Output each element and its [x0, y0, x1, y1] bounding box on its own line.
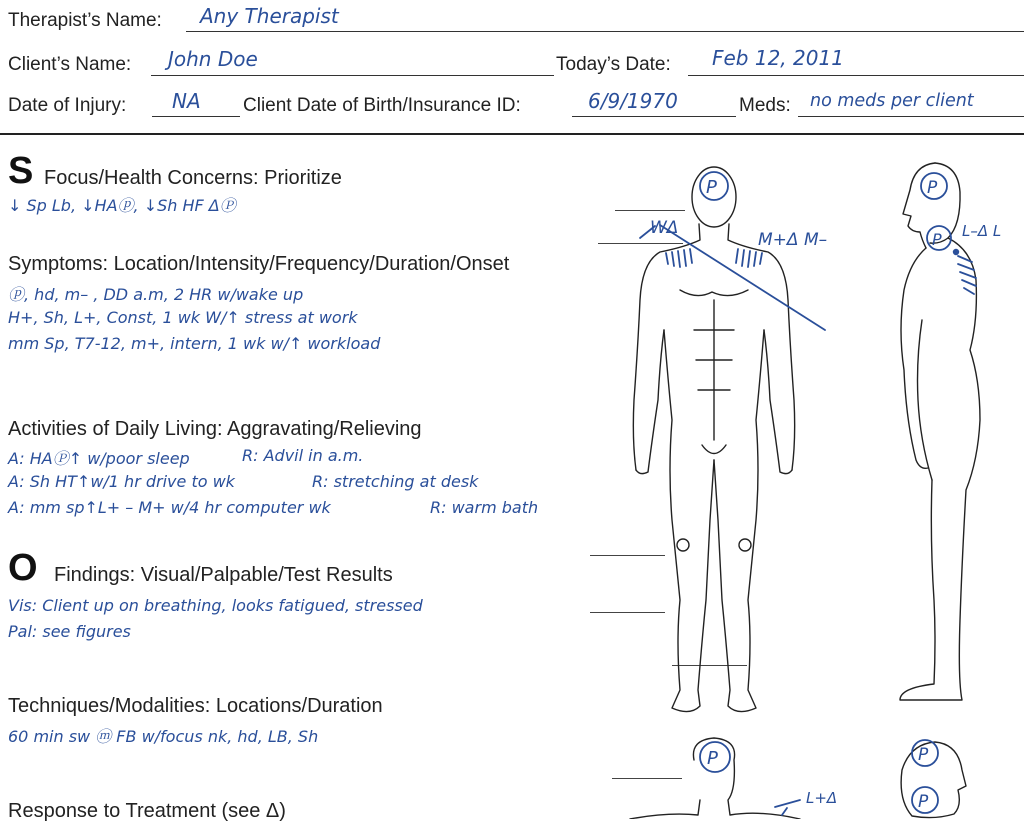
bottom-side-figure — [901, 742, 966, 818]
bottom-front-head-mark: P — [707, 748, 718, 769]
meds-label: Meds: — [739, 95, 791, 116]
findings-heading: Findings: Visual/Palpable/Test Results — [54, 564, 393, 586]
bottom-side-head-bottom-mark: P — [918, 792, 929, 812]
right-shoulder-mark: M+Δ M– — [758, 230, 828, 250]
annotation-stroke — [775, 800, 800, 815]
hatch-side-neck — [958, 256, 976, 294]
symptoms-heading: Symptoms: Location/Intensity/Frequency/Duration/Onset — [8, 253, 510, 275]
adl-aggravating-3[interactable]: A: mm sp↑L+ – M+ w/4 hr computer wk — [8, 498, 331, 517]
findings-note-1[interactable]: Vis: Client up on breathing, looks fatigued, stressed — [8, 596, 423, 615]
adl-aggravating-2[interactable]: A: Sh HT↑w/1 hr drive to wk — [8, 472, 235, 491]
side-neck-dot — [953, 249, 959, 255]
client-value[interactable]: John Doe — [168, 47, 258, 71]
todays-date-label: Today’s Date: — [556, 54, 671, 75]
injury-label: Date of Injury: — [8, 95, 127, 116]
adl-heading: Activities of Daily Living: Aggravating/Relieving — [8, 418, 422, 440]
findings-note-2[interactable]: Pal: see figures — [8, 622, 131, 641]
response-heading: Response to Treatment (see Δ) — [8, 800, 286, 822]
hatch-right-shoulder — [736, 249, 762, 267]
bottom-side-head-top-mark: P — [918, 745, 929, 765]
symptoms-note-3[interactable]: mm Sp, T7-12, m+, intern, 1 wk w/↑ workload — [8, 334, 381, 353]
adl-aggravating-1[interactable]: A: HAⓅ↑ w/poor sleep — [8, 449, 190, 468]
focus-note[interactable]: ↓ Sp Lb, ↓HAⓟ, ↓Sh HF ΔⓅ — [8, 196, 236, 215]
techniques-note[interactable]: 60 min sw ⓜ FB w/focus nk, hd, LB, Sh — [8, 727, 319, 746]
therapist-value[interactable]: Any Therapist — [200, 4, 339, 28]
focus-heading: Focus/Health Concerns: Prioritize — [44, 167, 342, 189]
bottom-note-mark: L+Δ — [806, 789, 838, 807]
side-note-mark: L–Δ L — [962, 222, 1002, 240]
therapist-label: Therapist’s Name: — [8, 10, 162, 31]
side-neck-mark: P — [932, 230, 942, 249]
objective-letter: O — [8, 547, 38, 589]
symptoms-note-2[interactable]: H+, Sh, L+, Const, 1 wk W/↑ stress at work — [8, 308, 358, 327]
client-label: Client’s Name: — [8, 54, 132, 75]
todays-date-value[interactable]: Feb 12, 2011 — [712, 46, 844, 70]
subjective-letter: S — [8, 150, 34, 192]
symptoms-note-1[interactable]: ⓟ, hd, m– , DD a.m, 2 HR w/wake up — [8, 285, 304, 304]
adl-relieving-1[interactable]: R: Advil in a.m. — [242, 446, 364, 465]
dob-label: Client Date of Birth/Insurance ID: — [243, 95, 521, 116]
front-head-mark: P — [706, 177, 717, 198]
side-head-mark: P — [927, 178, 938, 198]
techniques-heading: Techniques/Modalities: Locations/Duration — [8, 695, 383, 717]
dob-value[interactable]: 6/9/1970 — [588, 89, 678, 113]
meds-value[interactable]: no meds per client — [810, 91, 974, 111]
adl-relieving-3[interactable]: R: warm bath — [430, 498, 539, 517]
adl-relieving-2[interactable]: R: stretching at desk — [312, 472, 479, 491]
left-shoulder-mark: WΔ — [650, 218, 679, 238]
hatch-left-shoulder — [666, 249, 692, 267]
injury-value[interactable]: NA — [172, 89, 201, 113]
